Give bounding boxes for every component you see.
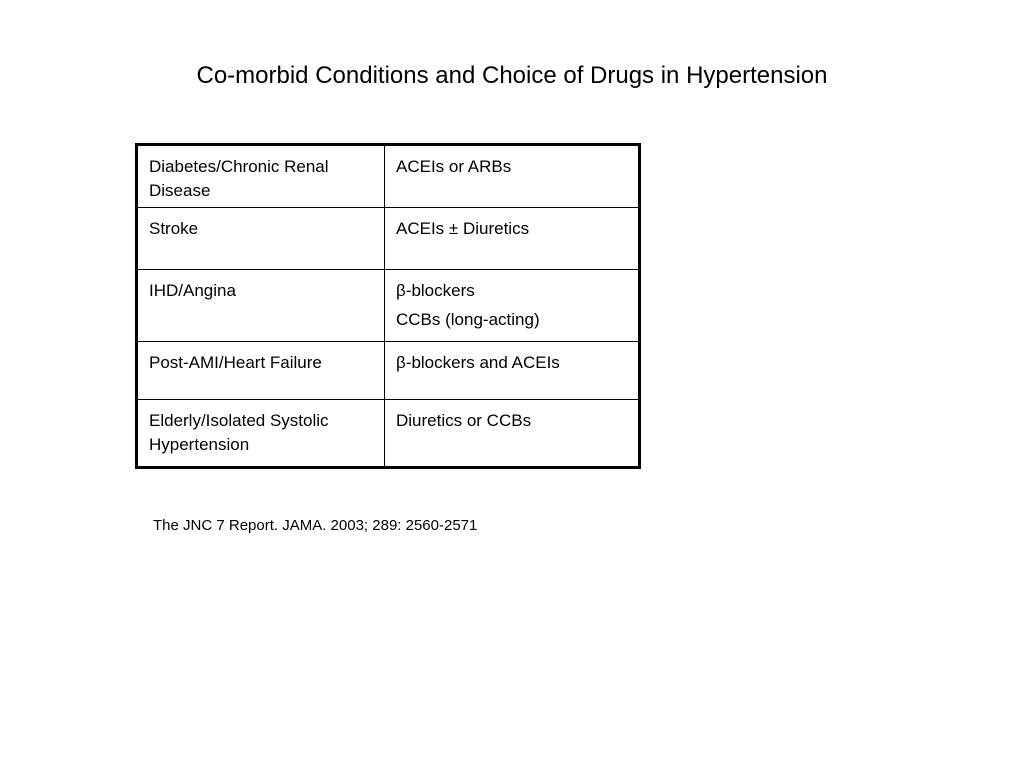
condition-cell: Elderly/Isolated Systolic Hypertension	[137, 400, 385, 468]
drug-line: β-blockers	[396, 281, 475, 300]
citation: The JNC 7 Report. JAMA. 2003; 289: 2560-2571	[153, 517, 478, 534]
table-row	[137, 208, 640, 270]
table-row	[137, 145, 640, 208]
drug-choice-table	[135, 143, 641, 469]
drug-line: ACEIs or ARBs	[396, 157, 512, 176]
condition-cell: Post-AMI/Heart Failure	[137, 342, 385, 400]
table-row	[137, 342, 640, 400]
drug-line: β-blockers and ACEIs	[396, 353, 560, 372]
drug-cell	[385, 208, 640, 270]
condition-cell: Stroke	[137, 208, 385, 270]
drug-cell	[385, 270, 640, 342]
table-row	[137, 270, 640, 342]
condition-cell: Diabetes/Chronic Renal Disease	[137, 145, 385, 208]
drug-cell	[385, 342, 640, 400]
table-row	[137, 400, 640, 468]
drug-cell	[385, 400, 640, 468]
drug-line: CCBs (long-acting)	[396, 310, 540, 329]
slide-title: Co-morbid Conditions and Choice of Drugs in Hypertension	[196, 62, 828, 89]
condition-cell: IHD/Angina	[137, 270, 385, 342]
drug-line: ACEIs ± Diuretics	[396, 219, 530, 238]
drug-line: Diuretics or CCBs	[396, 411, 532, 430]
drug-cell	[385, 145, 640, 208]
